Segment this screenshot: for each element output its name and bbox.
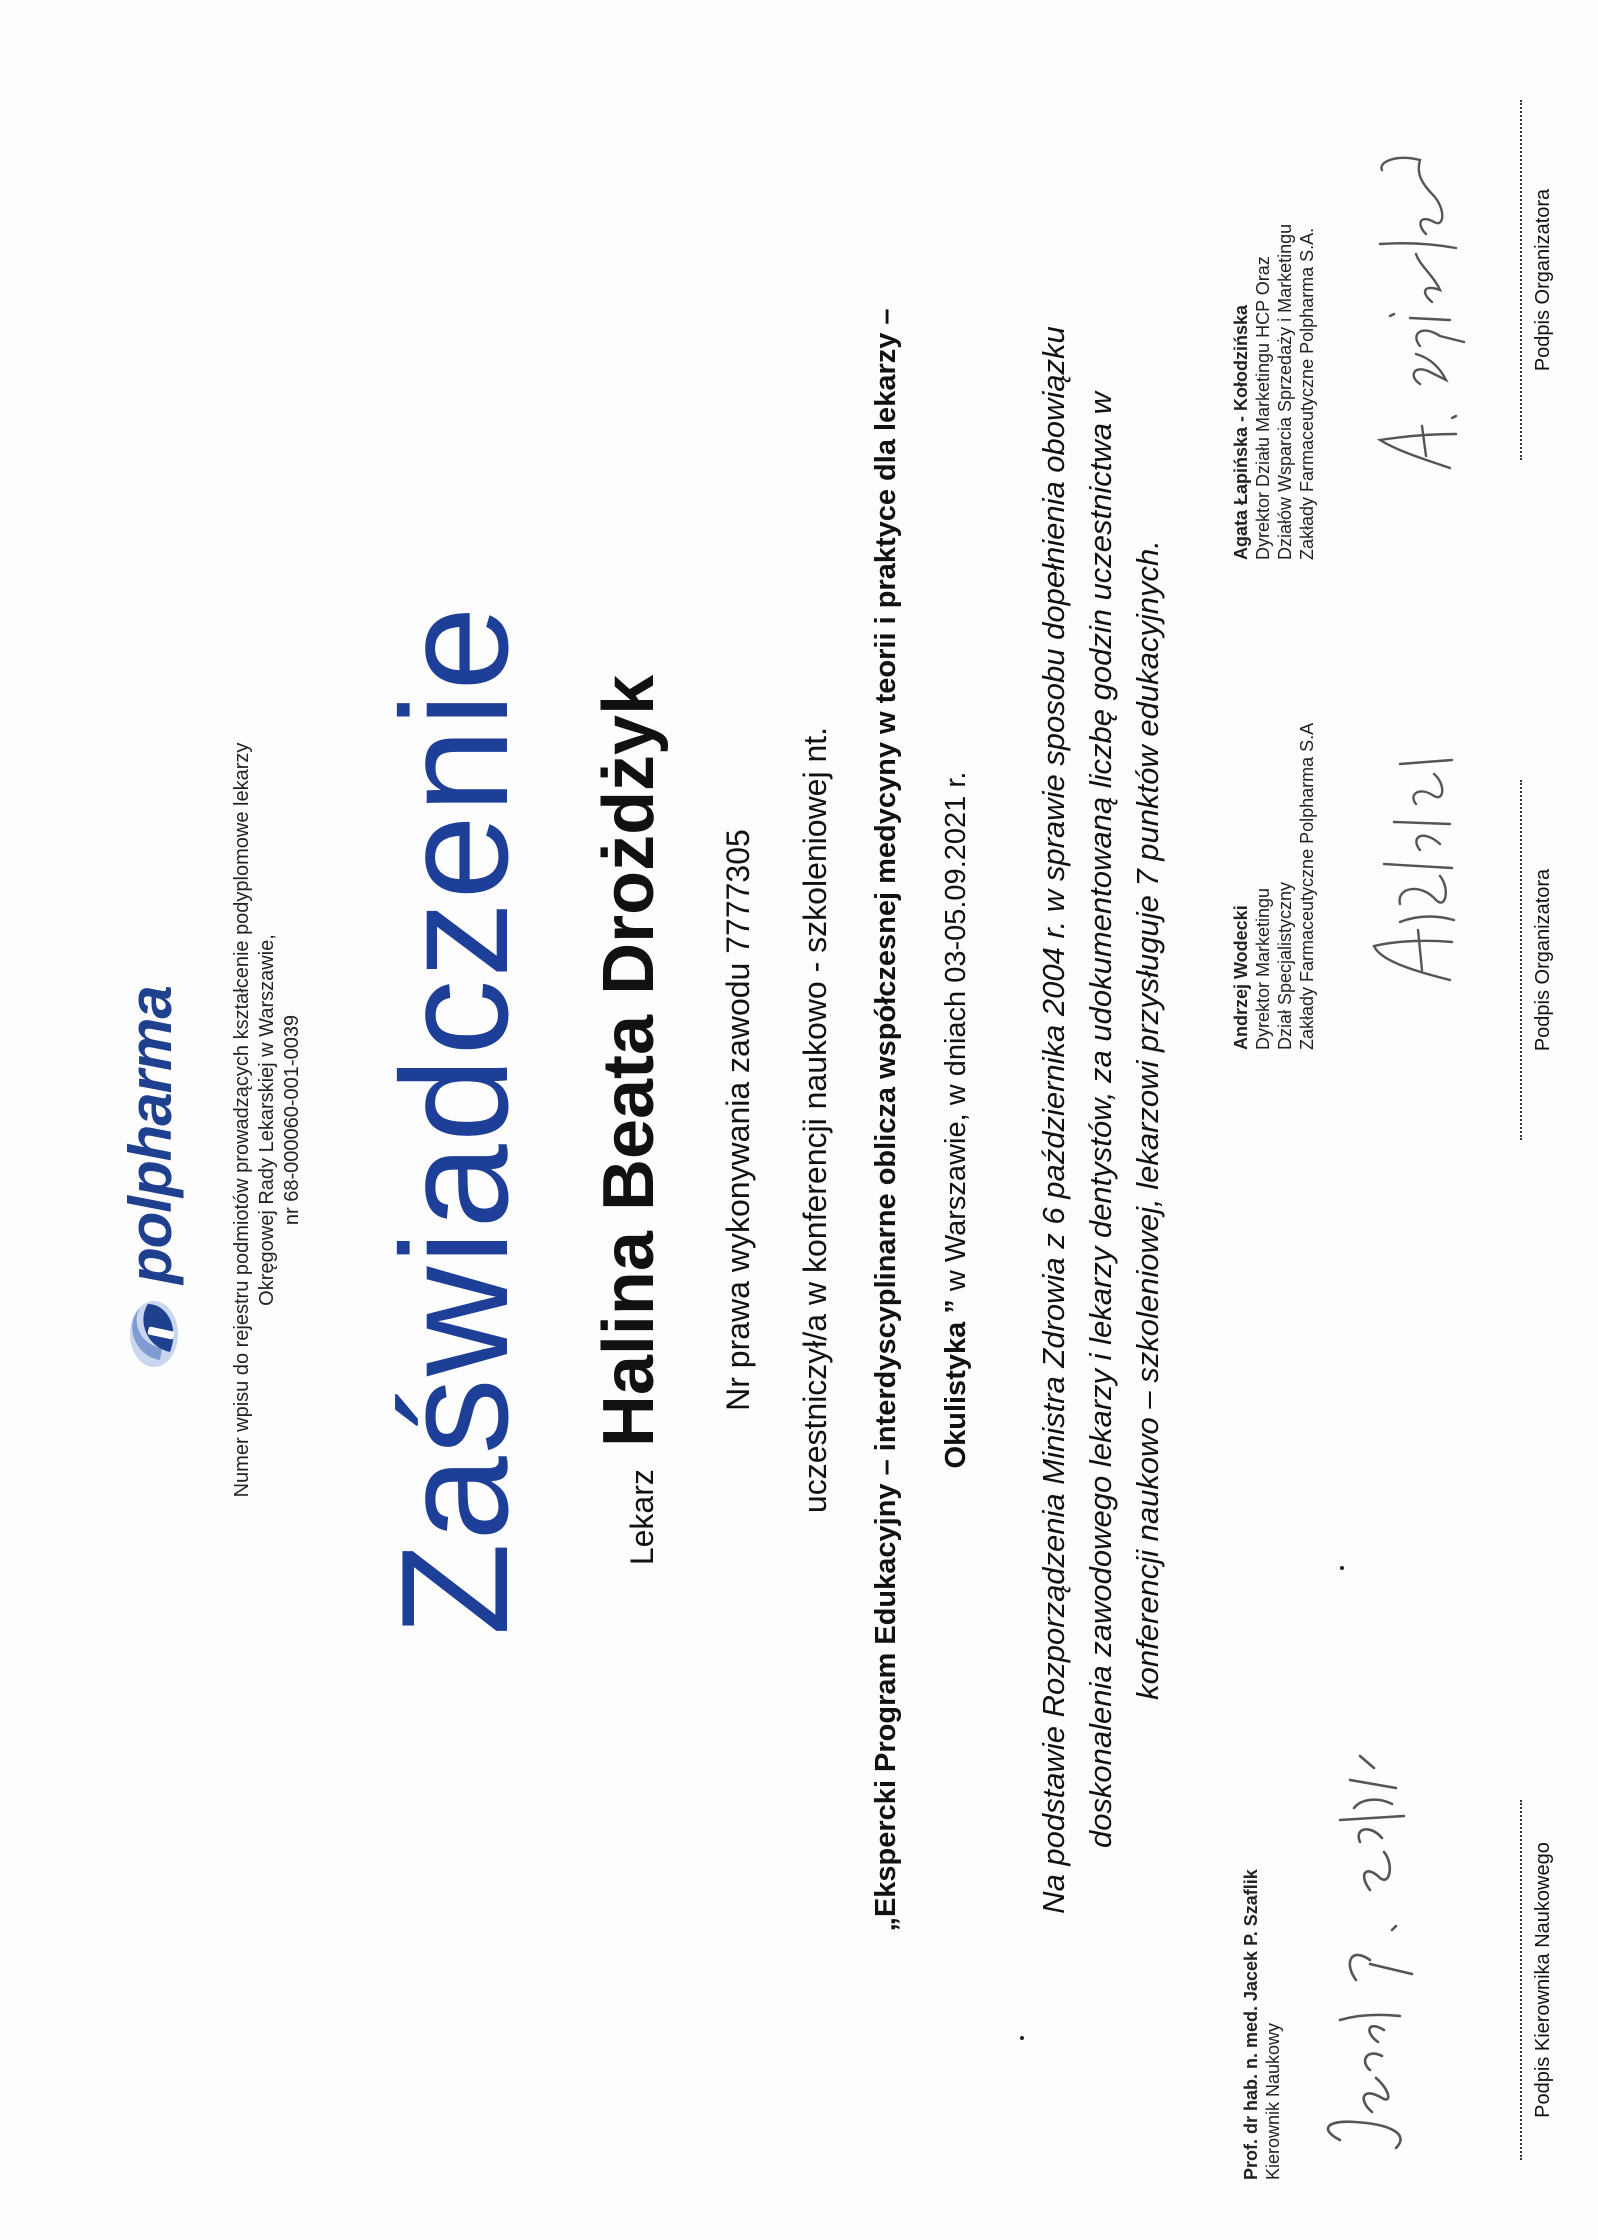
- signatory-role: Kierownik Naukowy: [1263, 2022, 1283, 2180]
- legal-line-1: Na podstawie Rozporządzenia Ministra Zdrowia z 6 października 2004 r. w sprawie sposobu dopełnienia obowiązku: [1036, 326, 1071, 1914]
- legal-basis: [1030, 180, 1171, 2060]
- scan-dot: [1020, 2036, 1024, 2040]
- signatory-role: Dyrektor Marketingu: [1253, 887, 1273, 1050]
- signatory-name: Agata Łapińska - Kołodzińska: [1231, 304, 1251, 560]
- signature-caption: Podpis Organizatora: [1532, 188, 1554, 372]
- signature-line: [1520, 100, 1522, 460]
- handwritten-signature-wodecki: [1360, 740, 1470, 1000]
- registry-line-1: Numer wpisu do rejestru podmiotów prowadzących kształcenie podyplomowe lekarzy: [231, 742, 253, 1498]
- signature-caption: Podpis Kierownika Naukowego: [1532, 1842, 1554, 2118]
- registry-info: [230, 620, 305, 1620]
- signatory-company: Zakłady Farmaceutyczne Polpharma S.A.: [1297, 227, 1317, 560]
- registry-line-2: Okręgowej Rady Lekarskiej w Warszawie,: [256, 934, 278, 1306]
- location-dates: w Warszawie, w dniach 03-05.09.2021 r.: [940, 771, 972, 1300]
- signatory-scientific-lead: [1240, 1660, 1284, 2180]
- recipient: [588, 520, 670, 1720]
- signature-line: [1520, 1800, 1522, 2160]
- specialty-location-dates: [940, 520, 973, 1720]
- registry-line-3: nr 68-000060-001-0039: [281, 1014, 303, 1226]
- participation-text: uczestniczył/a w konferencji naukowo - szkoleniowej nt.: [797, 726, 833, 1514]
- polpharma-logo-icon: [114, 1298, 186, 1370]
- scan-dot: [1340, 1566, 1344, 1570]
- signatory-department: Działów Wsparcia Sprzedaży i Marketingu: [1275, 223, 1295, 560]
- program-specialty: Okulistyka ”: [940, 1299, 972, 1469]
- legal-line-3: konferencji naukowo – szkoleniowej, lekarzowi przysługuje 7 punktów edukacyjnych.: [1130, 540, 1165, 1700]
- program-title: „Ekspercki Program Edukacyjny – interdyscyplinarne oblicza współczesnej medycyny w teorii i praktyce dla lekarzy –: [870, 308, 902, 1932]
- certificate-title: Zaświadczenie: [370, 604, 540, 1636]
- recipient-prefix: Lekarz: [624, 1469, 660, 1566]
- signatory-name: Andrzej Wodecki: [1231, 905, 1251, 1050]
- signatory-role: Dyrektor Działu Marketingu HCP Oraz: [1253, 256, 1273, 560]
- recipient-name: Halina Beata Drożdżyk: [589, 674, 669, 1448]
- polpharma-logo: [105, 950, 195, 1370]
- signatory-hcp-director: [1230, 20, 1318, 560]
- signature-caption: Podpis Organizatora: [1532, 868, 1554, 1052]
- handwritten-signature-lapinska: [1360, 140, 1480, 480]
- signatory-marketing-director: [1230, 530, 1318, 1050]
- handwritten-signature-szaflik: [1300, 1740, 1440, 2160]
- signatory-department: Dział Specjalistyczny: [1275, 881, 1295, 1050]
- signature-line: [1520, 780, 1522, 1140]
- brand-wordmark: polpharma: [116, 986, 184, 1284]
- signatory-name: Prof. dr hab. n. med. Jacek P. Szaflik: [1241, 1869, 1261, 2180]
- signatory-company: Zakłady Farmaceutyczne Polpharma S.A: [1297, 722, 1317, 1050]
- legal-line-2: doskonalenia zawodowego lekarzy i lekarzy dentystów, za udokumentowaną liczbę godzin uczestnictwa w: [1083, 391, 1118, 1849]
- license-number: Nr prawa wykonywania zawodu 7777305: [720, 829, 756, 1411]
